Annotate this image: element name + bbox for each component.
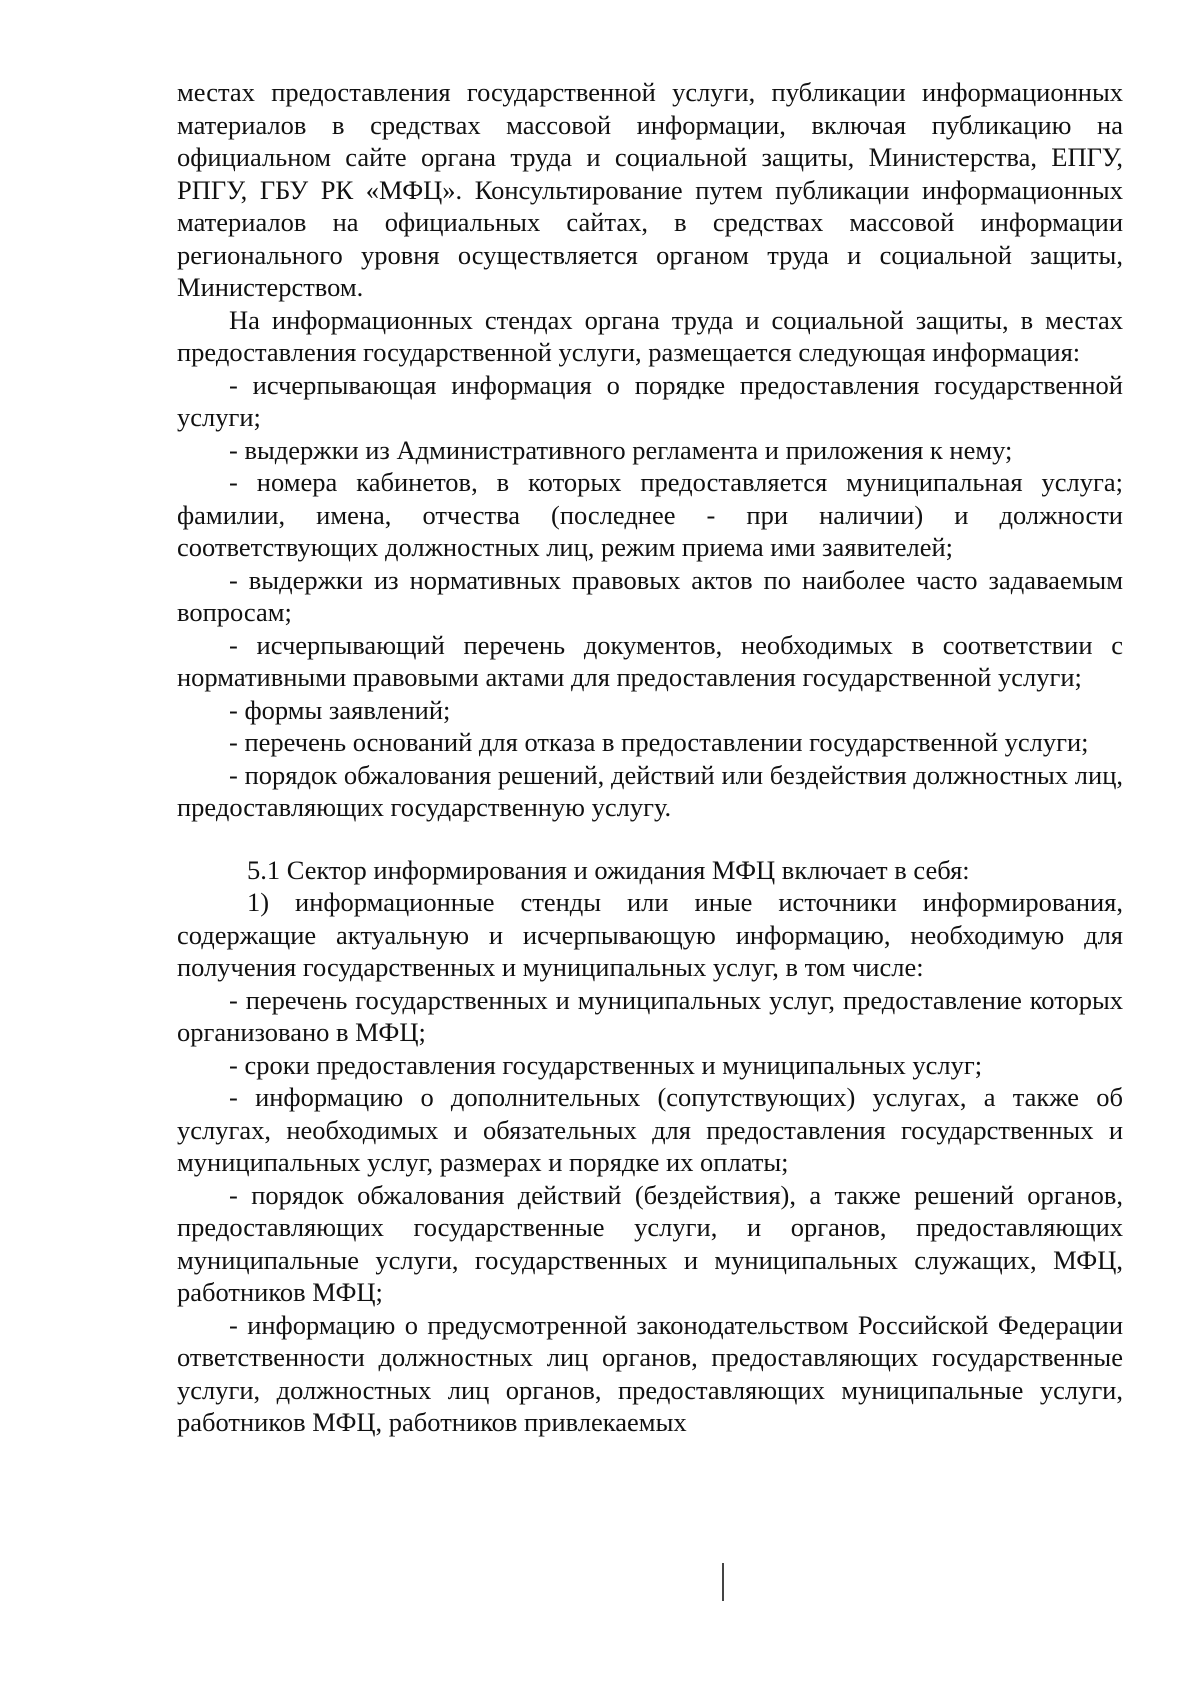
list-item-appeal-procedure: - порядок обжалования решений, действий или бездействия должностных лиц, предоставляющих государственную услугу. xyxy=(177,759,1123,822)
list-item-refusal-grounds: - перечень оснований для отказа в предоставлении государственной услуги; xyxy=(229,727,1089,757)
list-item-service-terms: - сроки предоставления государственных и муниципальных услуг; xyxy=(229,1049,983,1080)
list-item-regulation-excerpts: - выдержки из Административного регламента и приложения к нему; xyxy=(229,434,1013,465)
list-item-application-forms: - формы заявлений; xyxy=(229,694,451,725)
numbered-item-1: 1) информационные стенды или иные источники информирования, содержащие актуальную и исчерпывающую информацию, необходимую для получения государственных и муниципальных услуг, в том числе: xyxy=(177,887,1123,982)
paragraph-stands-intro: На информационных стендах органа труда и социальной защиты, в местах предоставления государственной услуги, размещается следующая информация: xyxy=(177,304,1123,367)
scan-artifact-line xyxy=(722,1563,724,1601)
list-item-documents-list: - исчерпывающий перечень документов, необходимых в соответствии с нормативными правовыми актами для предоставления государственной услуги; xyxy=(177,629,1123,692)
list-item-procedure-info: - исчерпывающая информация о порядке предоставления государственной услуги; xyxy=(177,369,1123,432)
list-item-services-list: - перечень государственных и муниципальных услуг, предоставление которых организовано в МФЦ; xyxy=(177,984,1123,1047)
list-item-liability-info: - информацию о предусмотренной законодательством Российской Федерации ответственности должностных лиц органов, предоставляющих государственные услуги, должностных лиц органов, предоставляющих муниципальные услуги, работников МФЦ, работников привлекаемых xyxy=(177,1309,1123,1437)
list-item-appeal-actions: - порядок обжалования действий (бездействия), а также решений органов, предоставляющих государственные услуги, и органов, предоставляющих муниципальные услуги, государственных и муниципальных служащих, МФЦ, работников МФЦ; xyxy=(177,1179,1123,1307)
document-page xyxy=(177,76,1123,1439)
paragraph-spacer xyxy=(177,824,1123,854)
list-item-additional-services: - информацию о дополнительных (сопутствующих) услугах, а также об услугах, необходимых и обязательных для предоставления государственных и муниципальных услуг, размерах и порядке их оплаты; xyxy=(177,1082,1123,1177)
list-item-office-numbers: - номера кабинетов, в которых предоставляется муниципальная услуга; фамилии, имена, отчества (последнее - при наличии) и должности соответствующих должностных лиц, режим приема ими заявителей; xyxy=(177,467,1123,562)
section-heading-5-1: 5.1 Сектор информирования и ожидания МФЦ включает в себя: xyxy=(247,854,970,885)
paragraph-consulting-publication: местах предоставления государственной услуги, публикации информационных материалов в средствах массовой информации, включая публикацию на официальном сайте органа труда и социальной защиты, Министерства, ЕПГУ, РПГУ, ГБУ РК «МФЦ». Консультирование путем публикации информационных материалов на официальных сайтах, в средствах массовой информации регионального уровня осуществляется органом труда и социальной защиты, Министерством. xyxy=(177,77,1123,302)
list-item-legal-excerpts: - выдержки из нормативных правовых актов по наиболее часто задаваемым вопросам; xyxy=(177,564,1123,627)
